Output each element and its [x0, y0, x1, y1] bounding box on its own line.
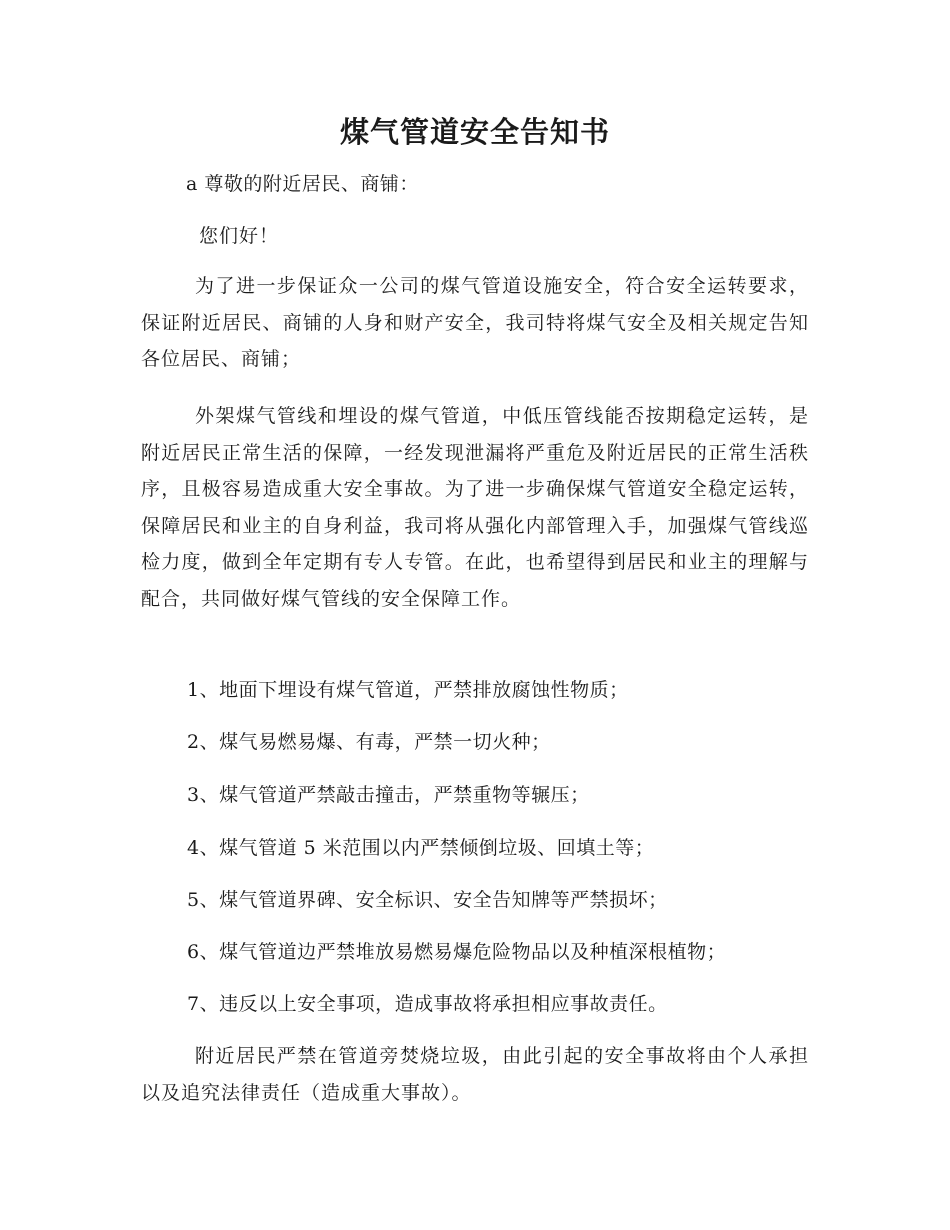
- list-item: 3、煤气管道严禁敲击撞击，严禁重物等辗压；: [187, 784, 590, 806]
- closing-paragraph: 附近居民严禁在管道旁焚烧垃圾，由此引起的安全事故将由个人承担以及追究法律责任（造成重大事故）。: [141, 1045, 809, 1104]
- salutation-line: 您们好！: [199, 225, 280, 247]
- list-item: 4、煤气管道 5 米范围以内严禁倾倒垃圾、回填土等；: [187, 837, 655, 859]
- intro-paragraph: 为了进一步保证众一公司的煤气管道设施安全，符合安全运转要求，保证附近居民、商铺的人身和财产安全，我司特将煤气安全及相关规定告知各位居民、商铺；: [141, 275, 809, 371]
- greeting-line: a 尊敬的附近居民、商铺：: [186, 173, 419, 195]
- list-item: 1、地面下埋设有煤气管道，严禁排放腐蚀性物质；: [187, 679, 629, 701]
- main-paragraph: 外架煤气管线和埋设的煤气管道，中低压管线能否按期稳定运转，是附近居民正常生活的保障，一经发现泄漏将严重危及附近居民的正常生活秩序，且极容易造成重大安全事故。为了进一步确保煤气管道安全稳定运转，保障居民和业主的自身利益，我司将从强化内部管理入手，加强煤气管线巡检力度，做到全年定期有专人专管。在此，也希望得到居民和业主的理解与配合，共同做好煤气管线的安全保障工作。: [141, 405, 809, 610]
- list-item: 5、煤气管道界碑、安全标识、安全告知牌等严禁损坏；: [187, 889, 668, 911]
- list-item: 6、煤气管道边严禁堆放易燃易爆危险物品以及种植深根植物；: [187, 941, 727, 963]
- list-item: 7、违反以上安全事项，造成事故将承担相应事故责任。: [187, 993, 668, 1015]
- list-item: 2、煤气易燃易爆、有毒，严禁一切火种；: [187, 731, 551, 753]
- document-title: 煤气管道安全告知书: [339, 115, 610, 149]
